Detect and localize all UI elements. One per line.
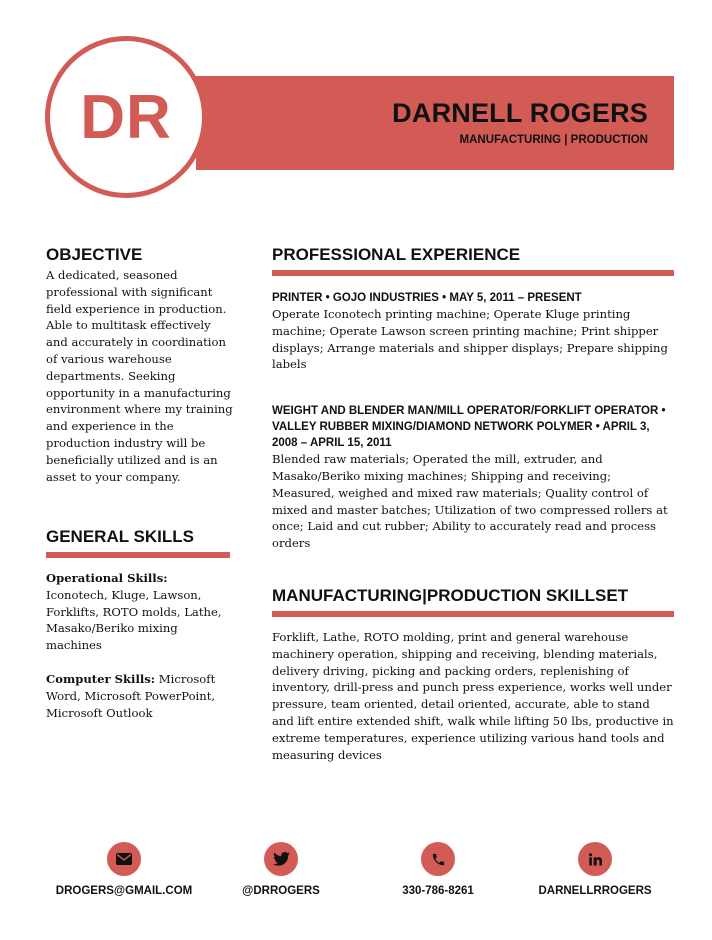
initials-text: DR: [80, 82, 172, 152]
contact-email[interactable]: [44, 842, 204, 897]
job-heading: PRINTER • GOJO INDUSTRIES • MAY 5, 2011 – PRESENT: [272, 292, 582, 304]
computer-skills: [46, 671, 230, 721]
job-heading: WEIGHT AND BLENDER MAN/MILL OPERATOR/FORKLIFT OPERATOR • VALLEY RUBBER MIXING/DIAMOND NETWORK POLYMER • APRIL 3, 2008 – APRIL 15, 2011: [272, 405, 666, 450]
objective-section: [46, 245, 236, 485]
computer-skills-label: Computer Skills:: [46, 671, 156, 686]
objective-text: A dedicated, seasoned professional with significant field experience in production. Able to multitask effectively and accurately in coordination of various warehouse departments. Seeking opportunity in a manufacturing environment where my training and experience in the production industry will be beneficially utilized and is an asset to your company.: [46, 268, 233, 484]
experience-title: PROFESSIONAL EXPERIENCE: [272, 245, 521, 264]
general-skills-section: [46, 527, 230, 721]
general-skills-title: GENERAL SKILLS: [46, 527, 194, 546]
contact-linkedin[interactable]: [515, 842, 675, 897]
general-skills-rule: [46, 552, 230, 558]
initials-badge: [45, 36, 207, 198]
contact-phone[interactable]: [358, 842, 518, 897]
candidate-subtitle: MANUFACTURING | PRODUCTION: [459, 134, 648, 146]
skillset-title: MANUFACTURING|PRODUCTION SKILLSET: [272, 586, 629, 605]
computer-skills-text: Microsoft Word, Microsoft PowerPoint, Microsoft Outlook: [46, 671, 216, 720]
linkedin-icon: [578, 842, 612, 876]
phone-label: 330-786-8261: [402, 885, 474, 897]
operational-skills-text: Iconotech, Kluge, Lawson, Forklifts, ROTO molds, Lathe, Masako/Beriko mixing machines: [46, 587, 222, 653]
twitter-label: @DRROGERS: [242, 885, 320, 897]
skillset-text: Forklift, Lathe, ROTO molding, print and general warehouse machinery operation, shipping and receiving, blending materials, delivery driving, picking and packing orders, replenishing of inventory, drill-press and punch press experience, works well under pressure, team oriented, detail oriented, accurate, able to stand and lift entire extended shift, walk while lifting 50 lbs, productive in extreme temperatures, experience utilizing various hand tools and measuring devices: [272, 630, 674, 762]
linkedin-label: DARNELLRROGERS: [538, 885, 652, 897]
email-label: DROGERS@GMAIL.COM: [55, 885, 193, 897]
operational-skills-label: Operational Skills:: [46, 571, 168, 585]
candidate-name: DARNELL ROGERS: [392, 98, 648, 128]
envelope-icon: [107, 842, 141, 876]
twitter-icon: [264, 842, 298, 876]
experience-rule: [272, 270, 674, 276]
phone-icon: [421, 842, 455, 876]
job-description: Operate Iconotech printing machine; Operate Kluge printing machine; Operate Lawson screen printing machine; Print shipper displays; Arrange materials and shipper displays; Prepare shipping labels: [272, 307, 668, 372]
job-description: Blended raw materials; Operated the mill, extruder, and Masako/Beriko mixing machines; Shipping and receiving; Measured, weighed and mixed raw materials; Quality control of mixed and master batches; Utilization of two compressed rollers at once; Laid and cut rubber; Ability to accurately read and process orders: [272, 452, 668, 551]
operational-skills: [46, 570, 230, 654]
skillset-section: [272, 586, 674, 763]
header-banner: [196, 76, 674, 170]
skillset-rule: [272, 611, 674, 617]
contact-twitter[interactable]: [201, 842, 361, 897]
experience-section: [272, 245, 674, 552]
objective-title: OBJECTIVE: [46, 245, 143, 264]
job-entry: [272, 403, 674, 552]
job-entry: [272, 290, 674, 373]
